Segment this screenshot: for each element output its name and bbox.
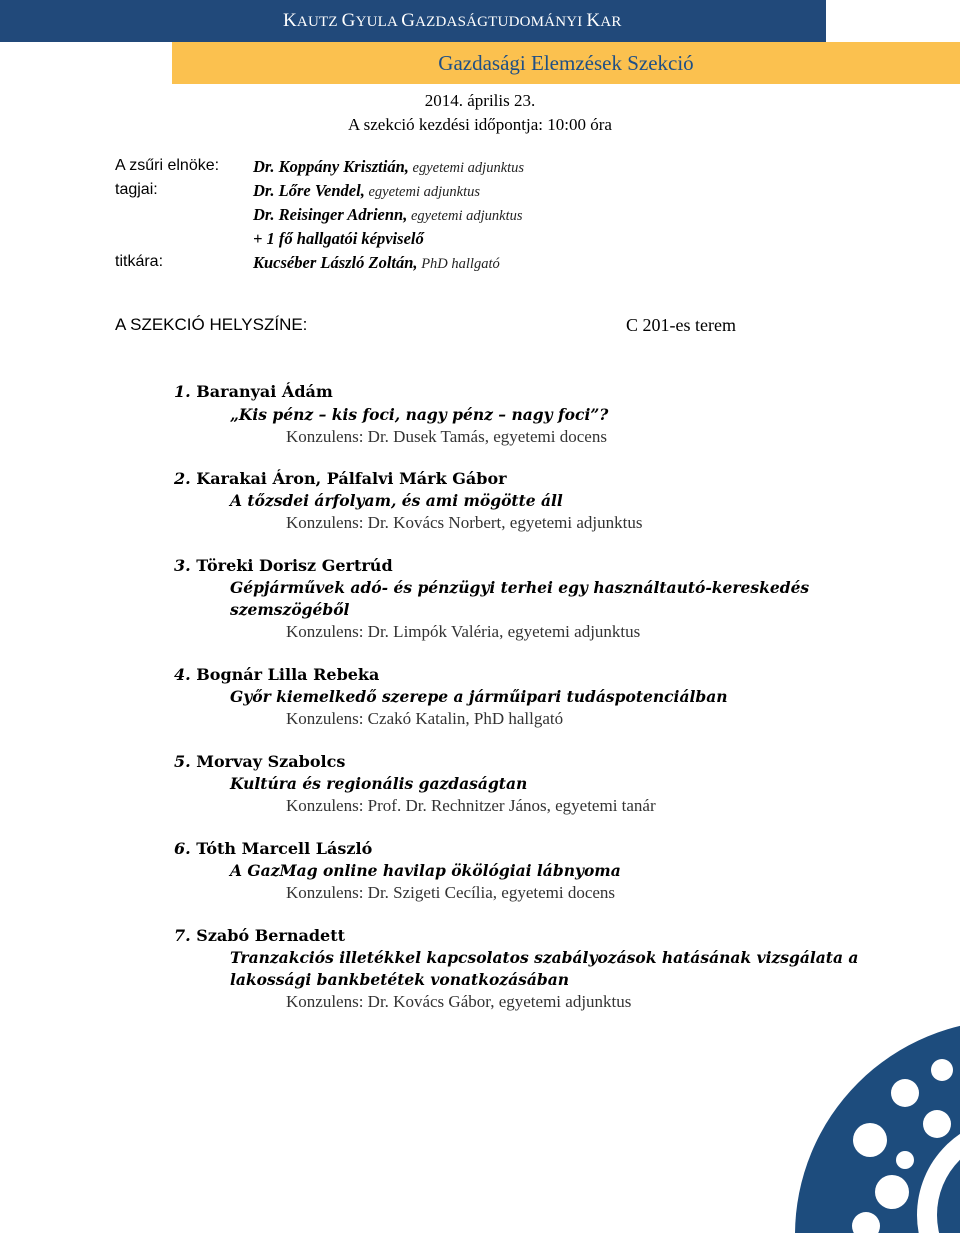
faculty-title-part: K xyxy=(586,10,601,31)
section-title: Gazdasági Elemzések Szekció xyxy=(438,51,694,75)
presenter-name: Morvay Szabolcs xyxy=(196,752,346,771)
logo-dot xyxy=(852,1212,880,1233)
presentation-consultant: Konzulens: Dr. Szigeti Cecília, egyetemi docens xyxy=(286,883,616,902)
faculty-title-part: AUTZ xyxy=(296,14,342,30)
presentation-title: Győr kiemelkedő szerepe a járműipari tudáspotenciálban xyxy=(230,687,728,706)
jury-secretary-label: titkára: xyxy=(115,253,164,270)
start-time: A szekció kezdési időpontja: 10:00 óra xyxy=(348,115,612,134)
logo-dot xyxy=(853,1123,887,1157)
presentation-presenter xyxy=(174,752,345,771)
jury-members-label: tagjai: xyxy=(115,181,158,198)
presenter-name: Tóth Marcell László xyxy=(196,839,373,858)
jury-chair-name: Dr. Koppány Krisztián, xyxy=(253,157,409,176)
presentation-presenter xyxy=(174,382,333,401)
faculty-title-part: G xyxy=(341,10,356,31)
presenter-name: Töreki Dorisz Gertrúd xyxy=(196,556,393,575)
jury-secretary-title: PhD hallgató xyxy=(417,256,500,272)
presentation-presenter xyxy=(174,839,372,858)
jury-member-name: Dr. Reisinger Adrienn, xyxy=(253,205,408,224)
presentation-consultant: Konzulens: Prof. Dr. Rechnitzer János, egyetemi tanár xyxy=(286,796,656,815)
logo-core xyxy=(937,1137,960,1233)
presenter-name: Karakai Áron, Pálfalvi Márk Gábor xyxy=(196,469,507,488)
faculty-title-part: G xyxy=(401,10,416,31)
presenter-name: Szabó Bernadett xyxy=(196,926,345,945)
logo-dot xyxy=(891,1079,919,1107)
faculty-banner xyxy=(0,0,826,42)
faculty-title-part: AZDASÁGTUDOMÁNYI xyxy=(415,14,587,30)
presentation-title: A GazMag online havilap ökölógiai lábnyoma xyxy=(230,861,621,880)
presentation-title-continued: lakossági bankbetétek vonatkozásában xyxy=(230,970,570,989)
presentation-number: 2. xyxy=(174,469,191,488)
presentation-title: Tranzakciós illetékkel kapcsolatos szabályozások hatásának vizsgálata a xyxy=(230,948,859,967)
presentation-title-continued: szemszögéből xyxy=(230,600,350,619)
presentation-presenter xyxy=(174,926,345,945)
jury-secretary-name: Kucséber László Zoltán, xyxy=(253,253,418,272)
presentation-presenter xyxy=(174,556,393,575)
jury-student-representative: + 1 fő hallgatói képviselő xyxy=(253,229,424,248)
jury-member-title: egyetemi adjunktus xyxy=(407,208,523,224)
presentation-title: „Kis pénz – kis foci, nagy pénz – nagy foci”? xyxy=(230,405,609,424)
presentation-consultant: Konzulens: Dr. Kovács Gábor, egyetemi adjunktus xyxy=(286,992,632,1011)
presentation-presenter xyxy=(174,665,379,684)
logo-dot xyxy=(875,1175,909,1209)
presentation-consultant: Konzulens: Dr. Limpók Valéria, egyetemi adjunktus xyxy=(286,622,641,641)
jury-member-title: egyetemi adjunktus xyxy=(364,184,481,200)
presentation-consultant: Konzulens: Dr. Kovács Norbert, egyetemi adjunktus xyxy=(286,513,643,532)
location-value: C 201-es terem xyxy=(626,315,736,335)
faculty-title xyxy=(283,10,622,32)
faculty-title-part: K xyxy=(283,10,297,31)
logo-disc xyxy=(795,1020,960,1233)
logo-inner-ring xyxy=(917,1117,960,1233)
event-date: 2014. április 23. xyxy=(424,91,536,110)
logo-dot xyxy=(923,1110,951,1138)
presentation-number: 5. xyxy=(174,752,191,771)
jury-member-name: Dr. Lőre Vendel, xyxy=(253,181,365,200)
jury-member xyxy=(253,205,523,225)
jury-secretary xyxy=(253,253,500,273)
presenter-name: Baranyai Ádám xyxy=(196,382,333,401)
jury-chair xyxy=(253,157,524,177)
presentation-number: 6. xyxy=(174,839,191,858)
presentation-number: 7. xyxy=(174,926,191,945)
presentation-presenter xyxy=(174,469,507,488)
faculty-title-part: AR xyxy=(600,14,622,30)
presenter-name: Bognár Lilla Rebeka xyxy=(196,665,380,684)
section-banner xyxy=(172,42,960,84)
presentation-consultant: Konzulens: Czakó Katalin, PhD hallgató xyxy=(286,709,564,728)
presentation-number: 3. xyxy=(174,556,191,575)
jury-chair-title: egyetemi adjunktus xyxy=(408,160,525,176)
logo-dot xyxy=(931,1059,953,1081)
presentation-number: 4. xyxy=(174,665,191,684)
presentation-consultant: Konzulens: Dr. Dusek Tamás, egyetemi docens xyxy=(286,427,607,446)
faculty-title-part: YULA xyxy=(355,14,402,30)
presentation-title: Kultúra és regionális gazdaságtan xyxy=(230,774,528,793)
location-label: A SZEKCIÓ HELYSZÍNE: xyxy=(115,315,308,334)
jury-chair-label: A zsűri elnöke: xyxy=(115,157,220,174)
presentation-title: Gépjárművek adó- és pénzügyi terhei egy használtautó-kereskedés xyxy=(230,578,810,597)
presentation-title: A tőzsdei árfolyam, és ami mögötte áll xyxy=(230,491,563,510)
logo-dot xyxy=(896,1151,914,1169)
jury-member xyxy=(253,181,480,201)
presentation-number: 1. xyxy=(174,382,191,401)
